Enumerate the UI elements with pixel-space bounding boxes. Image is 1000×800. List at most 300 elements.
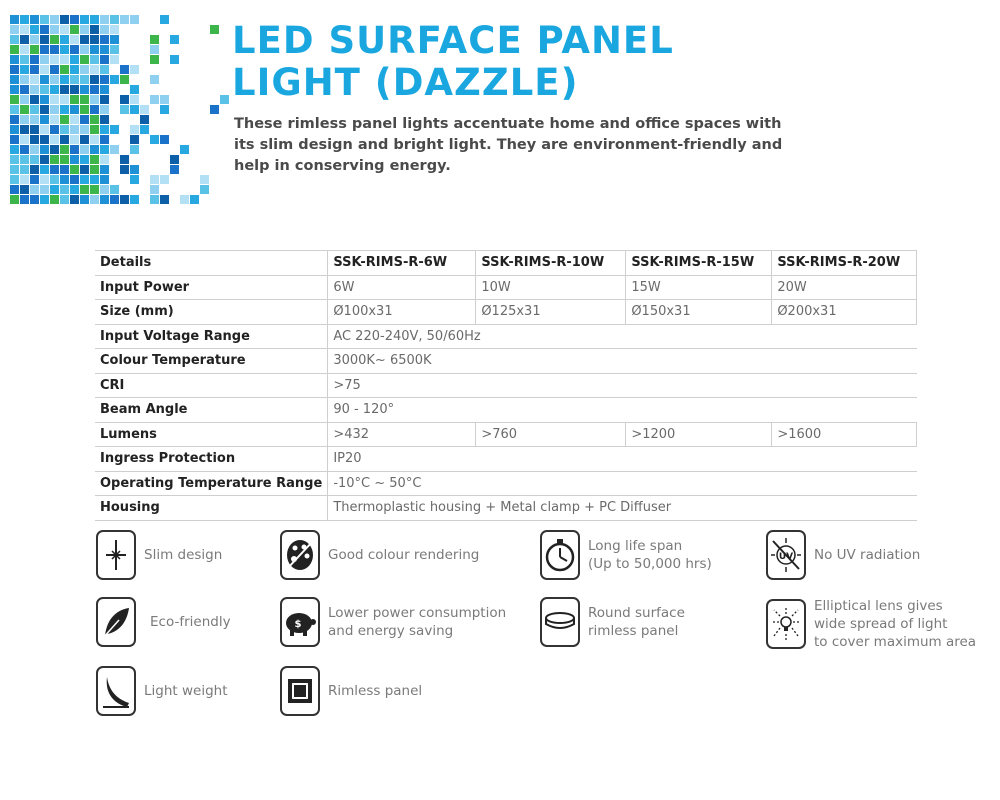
mosaic-pixel [90, 105, 99, 114]
mosaic-pixel [40, 105, 49, 114]
mosaic-pixel [200, 175, 209, 184]
feature-label: Eco-friendly [150, 614, 231, 630]
mosaic-pixel [40, 95, 49, 104]
mosaic-pixel [80, 75, 89, 84]
row-label: Operating Temperature Range [95, 471, 328, 496]
mosaic-pixel [20, 85, 29, 94]
mosaic-pixel [160, 105, 169, 114]
mosaic-pixel [60, 195, 69, 204]
round-panel-icon [540, 597, 580, 647]
mosaic-pixel [20, 175, 29, 184]
mosaic-pixel [60, 105, 69, 114]
specification-table [95, 250, 917, 521]
mosaic-pixel [150, 95, 159, 104]
cell-value: 90 - 120° [328, 398, 917, 423]
mosaic-pixel [10, 115, 19, 124]
mosaic-pixel [70, 195, 79, 204]
mosaic-pixel [10, 185, 19, 194]
mosaic-pixel [70, 185, 79, 194]
mosaic-pixel [50, 65, 59, 74]
mosaic-pixel [50, 115, 59, 124]
mosaic-pixel [50, 35, 59, 44]
mosaic-pixel [150, 35, 159, 44]
mosaic-pixel [130, 95, 139, 104]
palette-icon [280, 530, 320, 580]
mosaic-pixel [30, 145, 39, 154]
cell-value: >75 [328, 373, 917, 398]
mosaic-pixel [20, 35, 29, 44]
mosaic-pixel [20, 75, 29, 84]
mosaic-pixel [30, 95, 39, 104]
mosaic-pixel [100, 185, 109, 194]
mosaic-pixel [80, 55, 89, 64]
mosaic-pixel [70, 175, 79, 184]
mosaic-pixel [30, 175, 39, 184]
feature-light-weight [96, 666, 228, 716]
mosaic-pixel [60, 35, 69, 44]
row-label: Housing [95, 496, 328, 521]
mosaic-pixel [80, 35, 89, 44]
mosaic-pixel [90, 175, 99, 184]
row-colour-temperature [95, 349, 917, 374]
mosaic-pixel [100, 75, 109, 84]
row-cri [95, 373, 917, 398]
mosaic-pixel [70, 165, 79, 174]
mosaic-pixel [80, 135, 89, 144]
mosaic-pixel [10, 75, 19, 84]
mosaic-pixel [130, 105, 139, 114]
mosaic-pixel [40, 165, 49, 174]
mosaic-pixel [10, 145, 19, 154]
mosaic-pixel [10, 135, 19, 144]
mosaic-pixel [110, 55, 119, 64]
mosaic-pixel [10, 55, 19, 64]
mosaic-pixel [20, 65, 29, 74]
mosaic-pixel [120, 165, 129, 174]
mosaic-pixel [40, 55, 49, 64]
mosaic-pixel [130, 125, 139, 134]
mosaic-pixel [120, 95, 129, 104]
mosaic-pixel [90, 65, 99, 74]
mosaic-pixel [40, 45, 49, 54]
mosaic-pixel [90, 45, 99, 54]
row-label: Lumens [95, 422, 328, 447]
feature-label: No UV radiation [814, 547, 921, 563]
mosaic-pixel [60, 85, 69, 94]
mosaic-pixel [90, 145, 99, 154]
row-ingress-protection [95, 447, 917, 472]
cell-value: IP20 [328, 447, 917, 472]
cell-value: 10W [476, 275, 626, 300]
svg-text:$: $ [294, 619, 302, 630]
mosaic-pixel [30, 35, 39, 44]
mosaic-pixel [90, 25, 99, 34]
cell-value: Ø100x31 [328, 300, 476, 325]
mosaic-pixel [110, 75, 119, 84]
mosaic-pixel [130, 145, 139, 154]
mosaic-pixel [220, 95, 229, 104]
cell-value: >432 [328, 422, 476, 447]
slim-design-icon [96, 530, 136, 580]
mosaic-pixel [90, 135, 99, 144]
mosaic-pixel [20, 155, 29, 164]
mosaic-pixel [80, 25, 89, 34]
mosaic-pixel [60, 165, 69, 174]
mosaic-pixel [160, 15, 169, 24]
mosaic-pixel [60, 115, 69, 124]
mosaic-pixel [100, 45, 109, 54]
mosaic-pixel [130, 85, 139, 94]
mosaic-pixel [50, 105, 59, 114]
mosaic-pixel [40, 85, 49, 94]
mosaic-pixel [60, 45, 69, 54]
product-description: These rimless panel lights accentuate home and office spaces with its slim design and bright light. They are environment-friendly and help in conserving energy. [234, 116, 783, 174]
mosaic-pixel [110, 15, 119, 24]
mosaic-pixel [110, 25, 119, 34]
mosaic-pixel [50, 75, 59, 84]
mosaic-pixel [160, 135, 169, 144]
mosaic-pixel [80, 15, 89, 24]
mosaic-pixel [30, 45, 39, 54]
mosaic-pixel [150, 175, 159, 184]
feature-no-uv [766, 530, 920, 580]
mosaic-pixel [40, 115, 49, 124]
mosaic-pixel [100, 55, 109, 64]
row-label: Size (mm) [95, 300, 328, 325]
mosaic-pixel [100, 15, 109, 24]
mosaic-pixel [20, 125, 29, 134]
mosaic-pixel [30, 125, 39, 134]
row-operating-temperature [95, 471, 917, 496]
mosaic-pixel [80, 145, 89, 154]
row-label: Input Power [95, 275, 328, 300]
mosaic-pixel [20, 195, 29, 204]
mosaic-pixel [70, 135, 79, 144]
mosaic-pixel [70, 65, 79, 74]
mosaic-pixel [50, 195, 59, 204]
mosaic-pixel [150, 135, 159, 144]
feature-rimless-panel [280, 666, 422, 716]
cell-value: -10°C ~ 50°C [328, 471, 917, 496]
mosaic-pixel [40, 125, 49, 134]
mosaic-pixel [10, 125, 19, 134]
mosaic-pixel [120, 65, 129, 74]
mosaic-pixel [30, 195, 39, 204]
row-lumens [95, 422, 917, 447]
mosaic-pixel [40, 35, 49, 44]
mosaic-pixel [170, 35, 179, 44]
mosaic-pixel [20, 145, 29, 154]
mosaic-pixel [140, 115, 149, 124]
mosaic-pixel [10, 25, 19, 34]
rimless-panel-icon [280, 666, 320, 716]
feature-lower-power [280, 597, 506, 647]
mosaic-pixel [130, 165, 139, 174]
mosaic-pixel [30, 75, 39, 84]
mosaic-pixel [90, 195, 99, 204]
mosaic-pixel [210, 105, 219, 114]
mosaic-pixel [30, 185, 39, 194]
light-spread-icon [766, 599, 806, 649]
mosaic-pixel [80, 175, 89, 184]
mosaic-pixel [40, 195, 49, 204]
mosaic-pixel [180, 145, 189, 154]
row-input-voltage [95, 324, 917, 349]
row-label: Colour Temperature [95, 349, 328, 374]
mosaic-pixel [50, 155, 59, 164]
row-beam-angle [95, 398, 917, 423]
header-model-20w: SSK-RIMS-R-20W [772, 251, 917, 276]
mosaic-pixel [90, 75, 99, 84]
mosaic-pixel [150, 55, 159, 64]
mosaic-pixel [70, 45, 79, 54]
feature-label: Round surface rimless panel [588, 605, 685, 639]
mosaic-pixel [100, 165, 109, 174]
mosaic-pixel [70, 115, 79, 124]
mosaic-pixel [20, 55, 29, 64]
mosaic-pixel [50, 95, 59, 104]
mosaic-pixel [70, 25, 79, 34]
mosaic-pixel [70, 95, 79, 104]
mosaic-pixel [200, 185, 209, 194]
mosaic-pixel [50, 55, 59, 64]
mosaic-pixel [160, 95, 169, 104]
cell-value: 6W [328, 275, 476, 300]
mosaic-pixel [20, 185, 29, 194]
mosaic-pixel [20, 165, 29, 174]
mosaic-pixel [80, 195, 89, 204]
mosaic-pixel [80, 165, 89, 174]
mosaic-pixel [180, 195, 189, 204]
mosaic-pixel [60, 25, 69, 34]
mosaic-pixel [20, 25, 29, 34]
mosaic-pixel [30, 165, 39, 174]
mosaic-pixel [190, 195, 199, 204]
mosaic-pixel [50, 45, 59, 54]
mosaic-pixel [90, 185, 99, 194]
mosaic-pixel [80, 45, 89, 54]
mosaic-pixel [170, 155, 179, 164]
mosaic-pixel [30, 105, 39, 114]
feature-round-surface [540, 597, 685, 647]
mosaic-pixel [90, 115, 99, 124]
mosaic-pixel [90, 55, 99, 64]
row-housing [95, 496, 917, 521]
mosaic-pixel [30, 15, 39, 24]
mosaic-pixel [80, 105, 89, 114]
feature-elliptical-lens [766, 597, 976, 651]
mosaic-pixel [130, 175, 139, 184]
mosaic-pixel [100, 155, 109, 164]
mosaic-pixel [110, 45, 119, 54]
mosaic-pixel [50, 25, 59, 34]
feature-good-colour [280, 530, 479, 580]
mosaic-pixel [120, 15, 129, 24]
mosaic-pixel [20, 15, 29, 24]
mosaic-pixel [120, 75, 129, 84]
mosaic-pixel [100, 195, 109, 204]
mosaic-pixel [100, 175, 109, 184]
mosaic-pixel [100, 115, 109, 124]
mosaic-pixel [30, 85, 39, 94]
mosaic-pixel [60, 135, 69, 144]
header-model-10w: SSK-RIMS-R-10W [476, 251, 626, 276]
row-label: CRI [95, 373, 328, 398]
mosaic-pixel [20, 115, 29, 124]
piggy-bank-icon [280, 597, 320, 647]
mosaic-pixel [50, 185, 59, 194]
feature-label: Rimless panel [328, 683, 423, 699]
mosaic-pixel [40, 25, 49, 34]
mosaic-pixel [130, 65, 139, 74]
mosaic-pixel [50, 135, 59, 144]
mosaic-pixel [90, 155, 99, 164]
mosaic-pixel [40, 135, 49, 144]
mosaic-pixel [160, 175, 169, 184]
mosaic-pixel [160, 195, 169, 204]
mosaic-pixel [150, 75, 159, 84]
mosaic-pixel [100, 85, 109, 94]
mosaic-pixel [30, 65, 39, 74]
mosaic-pixel [10, 65, 19, 74]
feature-slim-design [96, 530, 222, 580]
mosaic-pixel [50, 175, 59, 184]
mosaic-pixel [20, 45, 29, 54]
mosaic-pixel [60, 185, 69, 194]
title-line-2: LIGHT (DAZZLE) [232, 61, 579, 104]
mosaic-pixel [30, 135, 39, 144]
mosaic-pixel [100, 135, 109, 144]
mosaic-pixel [40, 15, 49, 24]
mosaic-pixel [70, 85, 79, 94]
mosaic-pixel [150, 45, 159, 54]
cell-value: Ø125x31 [476, 300, 626, 325]
mosaic-pixel [100, 35, 109, 44]
mosaic-pixel [100, 25, 109, 34]
mosaic-pixel [50, 145, 59, 154]
row-label: Input Voltage Range [95, 324, 328, 349]
cell-value: >760 [476, 422, 626, 447]
mosaic-pixel [100, 95, 109, 104]
mosaic-pixel [80, 125, 89, 134]
cell-value: Ø200x31 [772, 300, 917, 325]
feature-label: Slim design [144, 547, 223, 563]
cell-value: 3000K~ 6500K [328, 349, 917, 374]
mosaic-pixel [30, 55, 39, 64]
mosaic-pixel [30, 25, 39, 34]
mosaic-pixel [90, 95, 99, 104]
mosaic-pixel [40, 65, 49, 74]
mosaic-pixel [40, 155, 49, 164]
mosaic-pixel [130, 15, 139, 24]
mosaic-pixel [40, 185, 49, 194]
mosaic-pixel [120, 155, 129, 164]
page-title [232, 20, 752, 104]
mosaic-pixel [50, 165, 59, 174]
mosaic-pixel [210, 25, 219, 34]
mosaic-pixel [110, 35, 119, 44]
mosaic-pixel [10, 45, 19, 54]
mosaic-pixel [130, 135, 139, 144]
mosaic-pixel [80, 155, 89, 164]
title-line-1: LED SURFACE PANEL [232, 19, 674, 62]
mosaic-pixel [140, 125, 149, 134]
no-uv-icon [766, 530, 806, 580]
feature-eco-friendly [96, 597, 231, 647]
mosaic-pixel [90, 35, 99, 44]
cell-value: Ø150x31 [626, 300, 772, 325]
cell-value: >1200 [626, 422, 772, 447]
mosaic-pixel [10, 95, 19, 104]
feather-icon [96, 666, 136, 716]
cell-value: >1600 [772, 422, 917, 447]
mosaic-pixel [10, 195, 19, 204]
mosaic-pixel [60, 65, 69, 74]
mosaic-pixel [80, 65, 89, 74]
mosaic-pixel [60, 175, 69, 184]
feature-label: Elliptical lens gives wide spread of light to cover maximum area [814, 598, 977, 650]
mosaic-pixel [110, 195, 119, 204]
mosaic-pixel [100, 125, 109, 134]
mosaic-pixel [100, 145, 109, 154]
mosaic-pixel [40, 145, 49, 154]
cell-value: 20W [772, 275, 917, 300]
mosaic-pixel [60, 125, 69, 134]
mosaic-pixel [90, 125, 99, 134]
mosaic-pixel [90, 15, 99, 24]
mosaic-pixel [110, 145, 119, 154]
feature-long-life [540, 530, 712, 580]
mosaic-pixel [60, 145, 69, 154]
mosaic-pixel [60, 95, 69, 104]
mosaic-pixel [30, 155, 39, 164]
leaf-icon [96, 597, 136, 647]
mosaic-pixel [70, 155, 79, 164]
header-details: Details [95, 251, 328, 276]
pixel-mosaic-graphic [10, 15, 240, 205]
mosaic-pixel [10, 15, 19, 24]
mosaic-pixel [70, 105, 79, 114]
mosaic-pixel [80, 115, 89, 124]
mosaic-pixel [20, 105, 29, 114]
mosaic-pixel [110, 125, 119, 134]
mosaic-pixel [60, 55, 69, 64]
mosaic-pixel [80, 85, 89, 94]
row-size [95, 300, 917, 325]
mosaic-pixel [100, 105, 109, 114]
mosaic-pixel [80, 185, 89, 194]
mosaic-pixel [60, 75, 69, 84]
mosaic-pixel [140, 105, 149, 114]
mosaic-pixel [100, 65, 109, 74]
mosaic-pixel [10, 35, 19, 44]
mosaic-pixel [10, 175, 19, 184]
clock-icon [540, 530, 580, 580]
mosaic-pixel [130, 195, 139, 204]
header-model-6w: SSK-RIMS-R-6W [328, 251, 476, 276]
mosaic-pixel [150, 185, 159, 194]
mosaic-pixel [10, 155, 19, 164]
header-model-15w: SSK-RIMS-R-15W [626, 251, 772, 276]
feature-label: Light weight [144, 683, 228, 699]
row-input-power [95, 275, 917, 300]
mosaic-pixel [50, 15, 59, 24]
feature-label: Good colour rendering [328, 547, 480, 563]
mosaic-pixel [10, 85, 19, 94]
mosaic-pixel [20, 95, 29, 104]
svg-text:UV: UV [778, 552, 794, 562]
mosaic-pixel [70, 15, 79, 24]
